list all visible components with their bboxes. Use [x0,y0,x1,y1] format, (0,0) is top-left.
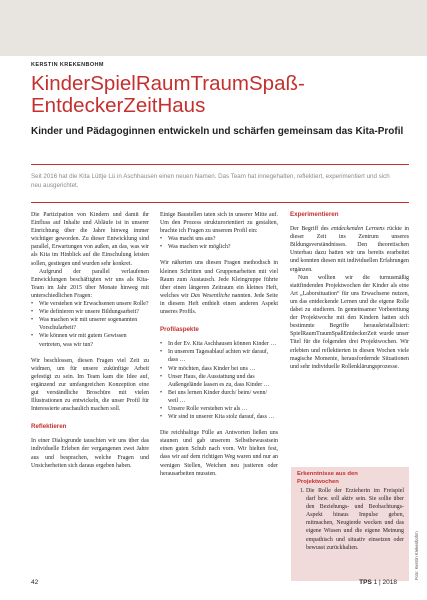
list-item: • Wie verstehen wir Erwachsenen unsere Rolle? [37,300,149,308]
list-item: • Bei uns lernen Kinder durch/ beim/ wenn/ weil … [166,389,278,405]
col1-paragraph-1: Die Partizipation von Kindern und damit ihr Einfluss auf Inhalte und Abläufe ist in unserer Einrichtung über die Jahre hinweg immer wichtiger geworden. Zu dieser Entwicklung sind parallel, Erwartungen von außen, an das, was wir als Kita im Hinblick auf die Einschulung leisten sollen, gestiegen und wurden sehr konkret. [31,212,149,267]
article-title [31,73,411,117]
list-item: 1. Die Rolle der Erzieherin im Freispiel darf bzw. soll aktiv sein. Sie sollte über den Beziehungs- und Beobachtungs-Aspekt hinaus Impulse geben, mitmachen, Neugierde wecken und das eigene Wissen und die eigene Meinung empathisch und situativ einsetzen oder bewusst zurückhalten. [306,487,404,552]
column-3 [290,211,409,371]
list-item: • Was macht uns aus? [166,235,278,243]
col2-paragraph-2: Wir näherten uns diesen Fragen methodisch in kleinen Schritten und Gruppenarbeiten mit viel Raum zum Austausch. Jede Kleingruppe führte über einen längeren Zeitraum ein kleines Heft, welches wir Das Wesentliche nannten. Jede Seite in diesem Heft enthielt einen anderen Aspekt unseres Profils. [160,260,278,316]
section-heading-reflektieren: Reflektieren [31,423,67,431]
list-item: • Wir möchten, dass Kinder bei uns … [166,365,278,373]
list-item: • Wie definieren wir unsere Bildungsarbeit? [37,308,149,316]
magazine-name: TPS [359,579,372,586]
title-line-2: EntdeckerZeitHaus [31,94,206,117]
col1-question-list [31,300,149,349]
photo-credit: Foto: Kerstin Krekenbohm [414,531,419,580]
top-band [0,0,427,56]
column-2 [160,211,278,478]
list-item: • Was machen wir möglich? [166,243,278,251]
section-heading-profilaspekte: Profilaspekte [160,326,199,334]
list-item: • Wie können wir mit gutem Gewissen vertreten, was wir tun? [37,332,149,348]
emphasis-das-wesentliche: Das Wesentliche [190,292,230,299]
info-box-list [297,487,404,552]
list-item: • Wir sind in unserer Kita stolz darauf, dass … [166,413,278,421]
section-heading-experimentieren: Experimentieren [290,211,339,218]
col1-paragraph-4: In einer Dialogrunde tauschten wir uns über das individuelle Erleben der vergangenen zwei Jahre aus und besprachen, welche Fragen und Unsicherheiten sich daraus ergeben haben. [31,438,149,469]
page-number: 42 [31,579,39,586]
list-item: • In unserem Tagesablauf achten wir darauf, dass … [166,348,278,364]
list-item: • Was machen wir mit unserer sogenannten Vorschularbeit? [37,316,149,332]
info-box-heading: Erkenntnisse aus den Projektwochen [297,471,358,485]
issue-number: 1 | 2018 [373,579,397,586]
title-line-1: KinderSpielRaumTraumSpaß- [31,72,305,95]
col3-paragraph-2: Nun wollten wir die turnusmäßig stattfindenden Projektwochen der Kinder als eine Art „Laborsituation“ für uns Erwachsene nutzen, um das entdeckende Lernen und die eigene Rolle dabei zu studieren. In gemeinsamer Vorbereitung der Projektwoche mit den Kindern hatten sich bestimmte Begriffe herauskristallisiert: SpielRaumTraumSpaßEntdeckerZeit wurde unser Titel für die folgenden drei Projektwochen. Wir erlebten und reflektierten in diesen Wochen viele magische Momente, herausfordernde Situationen und sehr individuelle Rollenklärungsprozesse. [290,274,409,370]
list-item: • Unsere Rolle verstehen wir als … [166,405,278,413]
article-lead: Seit 2016 hat die Kita Lüttje Lü in Aschhausen einen neuen Namen. Das Team hat innegehalten, reflektiert, experimentiert und sich neu ausgerichtet. [31,173,390,190]
col1-paragraph-2: Aufgrund der parallel verlaufenen Entwicklungen beschäftigten wir uns als Kita-Team im Jahr 2015 über Monate hinweg mit unterschiedlichen Fragen: [31,268,149,299]
emphasis-entdeckenden-lernens: entdeckenden Lernens [331,226,385,233]
col2-paragraph-3: Die reichhaltige Fülle an Antworten ließen uns staunen und gab unserem Selbstbewusstsein einen guten Schub nach vorn. Wir hielten fest, dass wir auf dem richtigen Weg waren und nur an wenigen Stellen, Weichen neu justieren oder herausarbeiten mussten. [160,430,278,477]
divider-lead [31,202,409,203]
divider-top [31,164,409,165]
col1-paragraph-3: Wir beschlossen, diesen Fragen viel Zeit zu widmen, um für unsere zukünftige Arbeit gefestigt zu sein. Im Team kam die Idee auf, ergänzend zur umfangreichen Konzeption eine gut verständliche Broschüre mit vielen Illustrationen zu entwickeln, die unser Profil für Interessierte anschaulich machen soll. [31,357,149,413]
col2-question-list [160,235,278,251]
magazine-issue [359,579,397,586]
list-item: • In der Ev. Kita Aschhausen können Kinder … [166,340,278,348]
info-box-body [297,487,404,552]
list-item: • Unser Haus, die Ausstattung und das Außengelände lassen es zu, dass Kinder … [166,373,278,389]
article-subtitle: Kinder und Pädagoginnen entwickeln und schärfen gemeinsam das Kita-Profil [31,126,404,137]
col3-paragraph-1: Der Begriff des entdeckenden Lernens rückte in dieser Zeit ins Zentrum unseres Bildungsverständnisses. Den theoretischen Unterbau dazu hatten wir uns bereits erarbeitet und konnten diesen mit individuellen Erfahrungen ergänzen. [290,226,409,273]
col2-paragraph-1: Einige Baustellen taten sich in unserer Mitte auf. Um den Prozess strukturorientiert zu gestalten, brachte ich Fragen zu unserem Profil ein: [160,212,278,235]
column-1 [31,211,149,470]
author-name: KERSTIN KREKENBOHM [31,62,104,68]
col2-aspect-list [160,340,278,421]
